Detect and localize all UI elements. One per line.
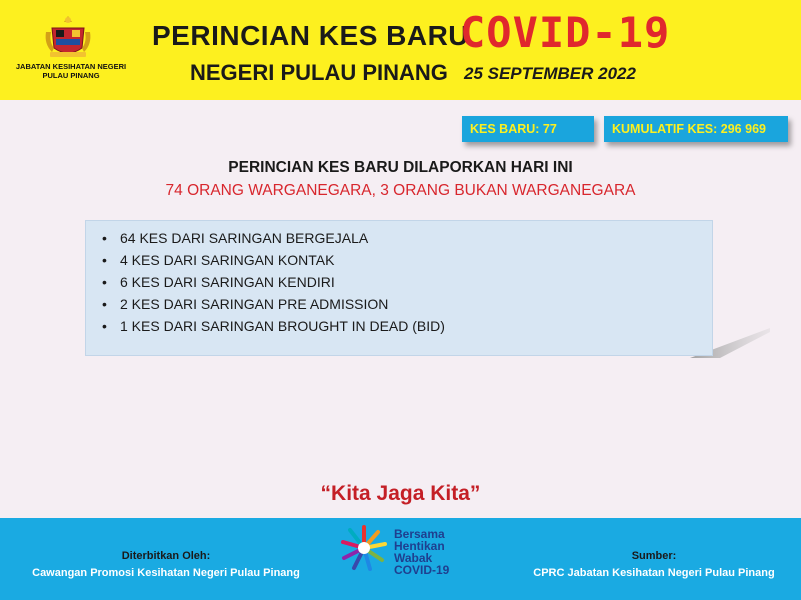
list-item xyxy=(98,293,712,315)
slogan: “Kita Jaga Kita” xyxy=(320,482,481,505)
bullet-icon: • xyxy=(102,318,107,334)
case-item-text: 4 KES DARI SARINGAN KONTAK xyxy=(120,252,335,268)
publisher-block xyxy=(16,548,316,582)
case-item-text: 64 KES DARI SARINGAN BERGEJALA xyxy=(120,230,369,246)
list-item xyxy=(98,227,712,249)
bullet-icon: • xyxy=(102,230,107,246)
case-item-text: 6 KES DARI SARINGAN KENDIRI xyxy=(120,274,335,290)
source-block xyxy=(520,548,788,582)
list-item xyxy=(98,249,712,271)
campaign-burst-logo-icon xyxy=(340,524,388,572)
campaign-text xyxy=(394,528,484,576)
state-health-crest-icon xyxy=(42,14,94,60)
details-heading: PERINCIAN KES BARU DILAPORKAN HARI INI xyxy=(228,159,573,176)
new-cases-badge: KES BARU: 77 xyxy=(462,116,594,142)
page-title: PERINCIAN KES BARU xyxy=(152,20,470,51)
cumulative-cases-badge: KUMULATIF KES: 296 969 xyxy=(604,116,788,142)
state-subtitle: NEGERI PULAU PINANG xyxy=(190,60,448,85)
case-breakdown-box xyxy=(85,220,713,356)
campaign-line: Wabak xyxy=(394,551,433,565)
report-date: 25 SEPTEMBER 2022 xyxy=(464,64,636,83)
case-item-text: 2 KES DARI SARINGAN PRE ADMISSION xyxy=(120,296,389,312)
bullet-icon: • xyxy=(102,296,107,312)
bullet-icon: • xyxy=(102,252,107,268)
details-subheading: 74 ORANG WARGANEGARA, 3 ORANG BUKAN WARGANEGARA xyxy=(165,182,636,199)
covid-title: COVID-19 xyxy=(460,8,671,57)
source-name: CPRC Jabatan Kesihatan Negeri Pulau Pinang xyxy=(533,567,775,579)
campaign-line: Hentikan xyxy=(394,539,445,553)
list-item xyxy=(98,315,712,337)
list-item xyxy=(98,271,712,293)
header-banner xyxy=(0,0,801,100)
campaign-line: COVID-19 xyxy=(394,563,450,577)
publisher-label: Diterbitkan Oleh: xyxy=(121,550,211,562)
bullet-icon: • xyxy=(102,274,107,290)
publisher-name: Cawangan Promosi Kesihatan Negeri Pulau Pinang xyxy=(32,567,300,579)
case-item-text: 1 KES DARI SARINGAN BROUGHT IN DEAD (BID) xyxy=(120,318,445,334)
campaign-line: Bersama xyxy=(394,527,445,541)
source-label: Sumber: xyxy=(631,550,677,562)
department-name: JABATAN KESIHATAN NEGERI PULAU PINANG xyxy=(15,62,127,80)
